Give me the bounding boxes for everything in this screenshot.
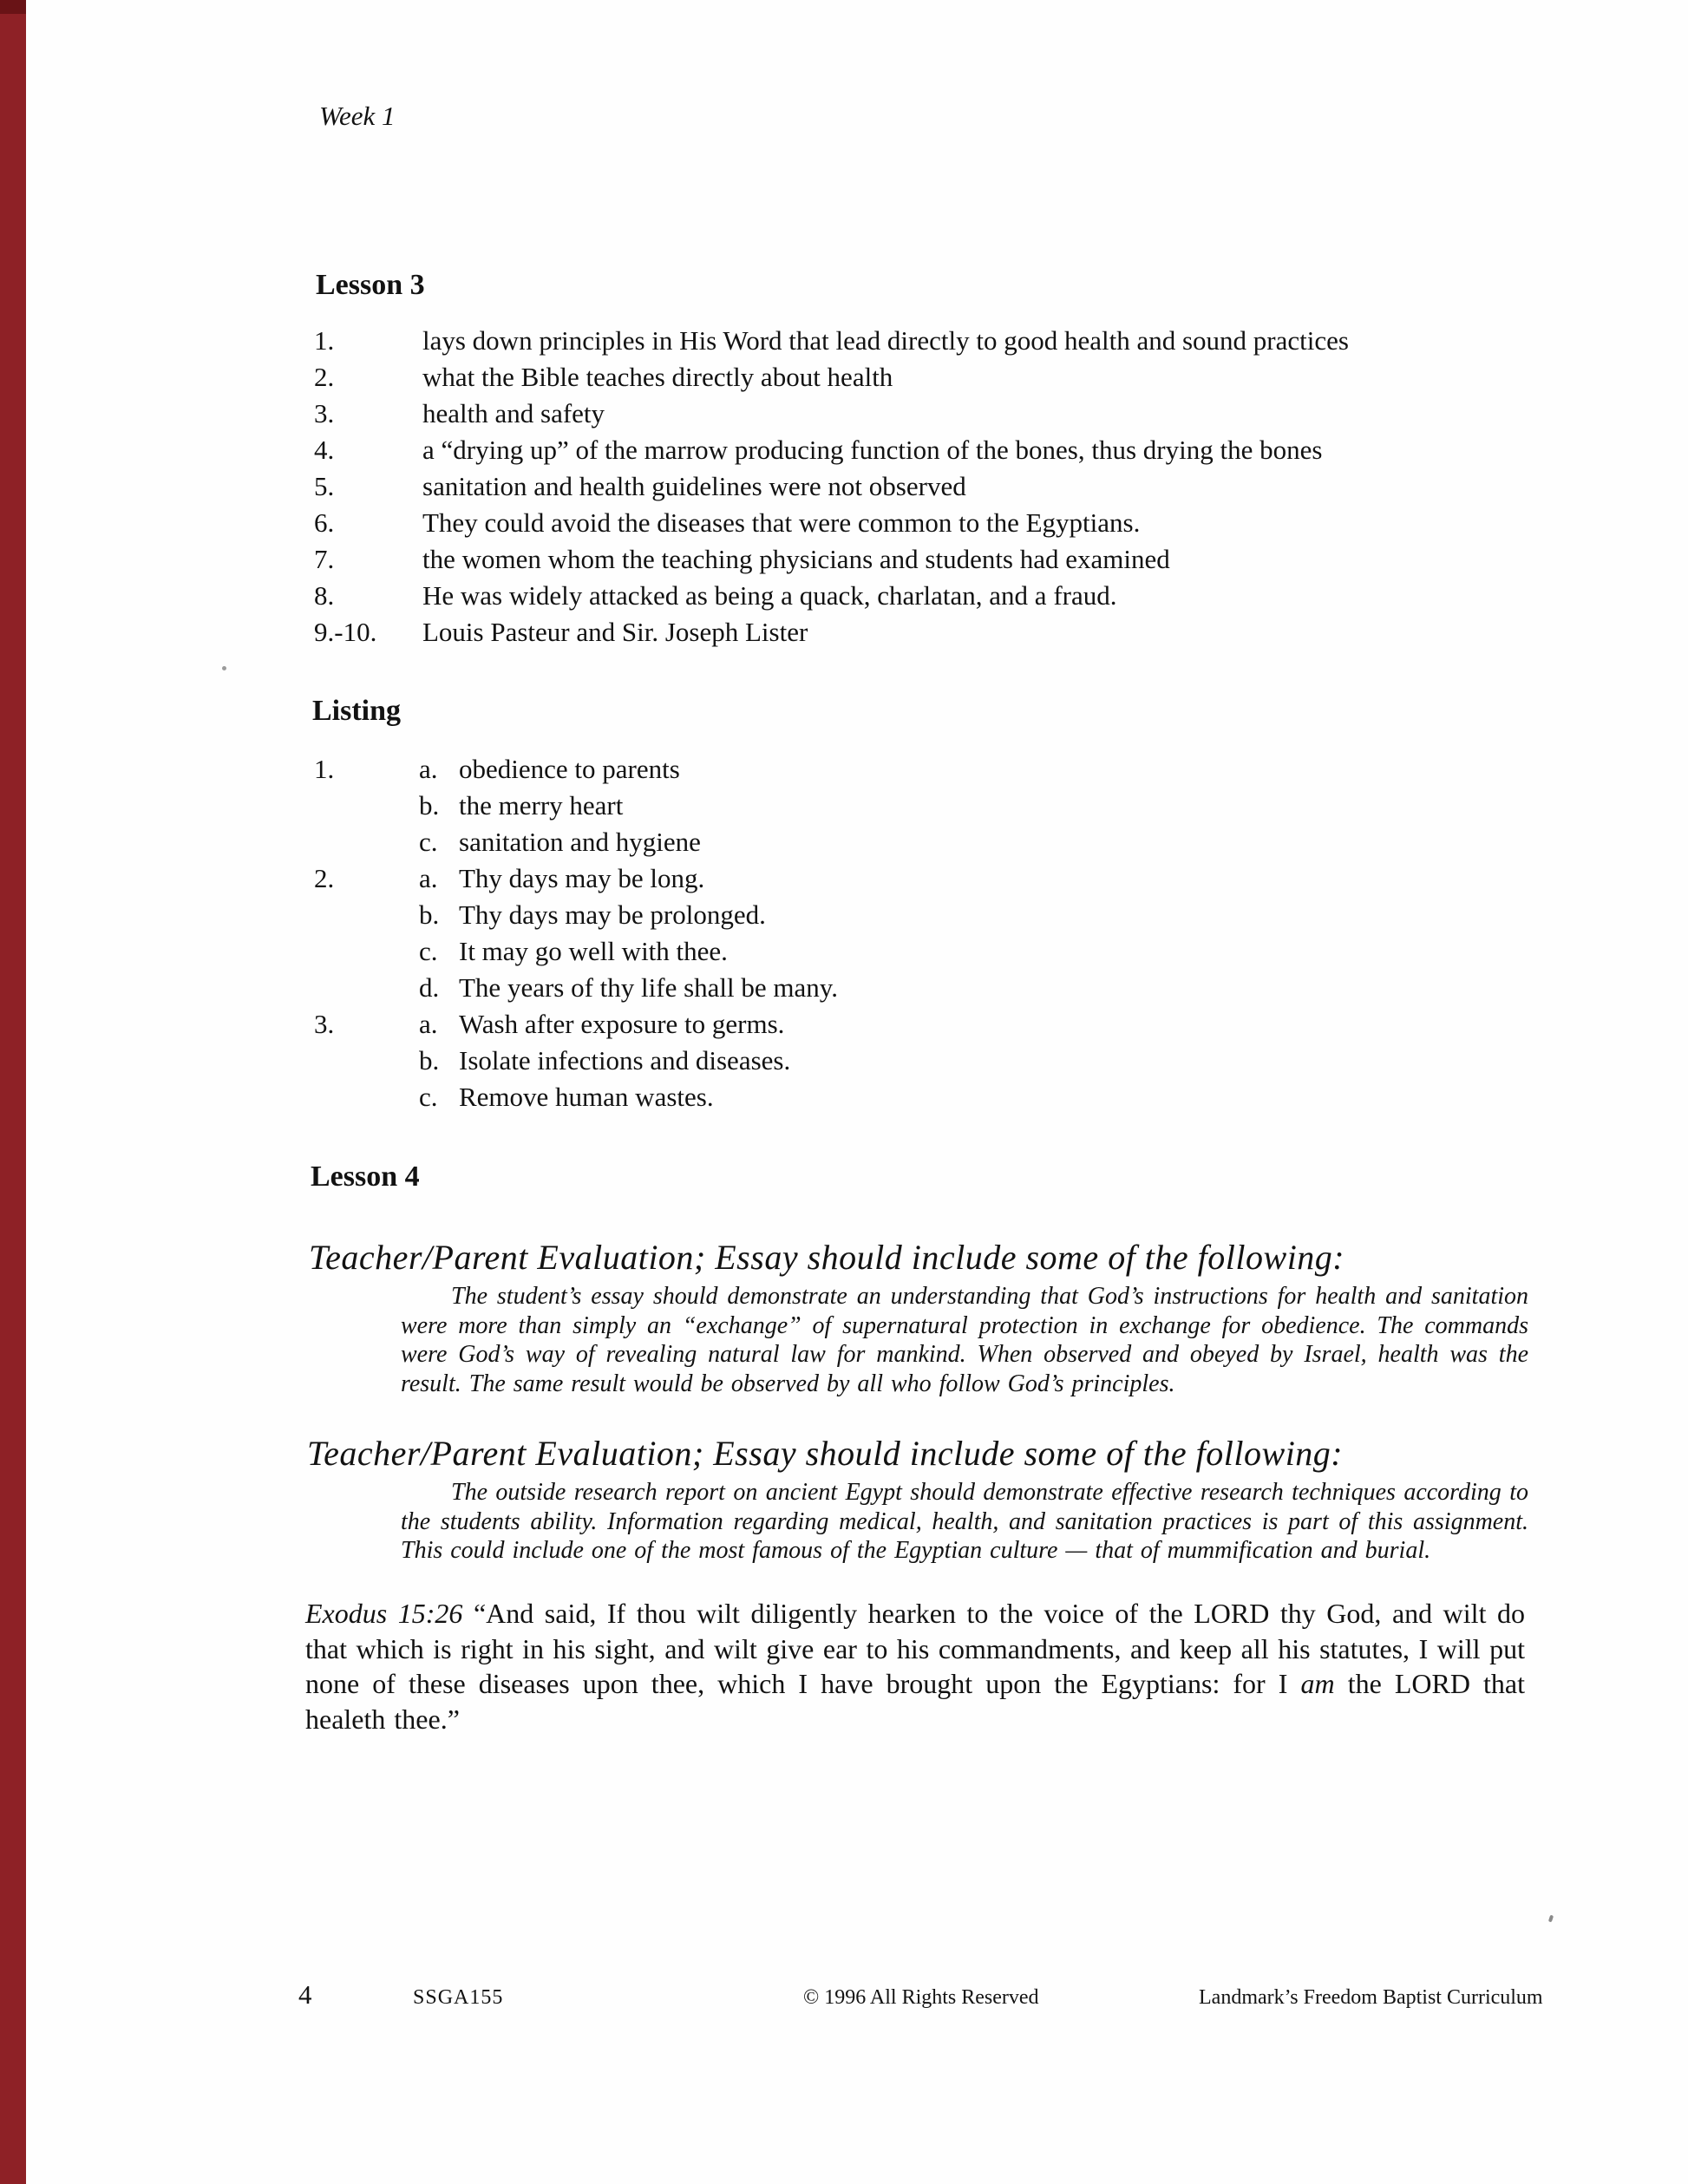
listing-option-letter: b.	[419, 1045, 440, 1076]
answer-number: 8.	[314, 580, 335, 611]
evaluation-2-body: The outside research report on ancient Egypt should demonstrate effective research techniques according to the students ability. Information regarding medical, health, and sanitation practices is part of this assignment. This could include one of the most famous of the Egyptian culture — that of mummification and burial.	[401, 1479, 1528, 1564]
answer-number: 2.	[314, 362, 335, 392]
answer-text: the women whom the teaching physicians and students had examined	[422, 544, 1170, 574]
answer-row	[314, 396, 1572, 432]
listing-option-letter: a.	[419, 754, 438, 784]
listing-option-text: Remove human wastes.	[459, 1082, 714, 1112]
listing-option-text: The years of thy life shall be many.	[459, 972, 839, 1003]
listing-row	[314, 1079, 1572, 1115]
listing-option-text: sanitation and hygiene	[459, 827, 701, 857]
scan-artifact-dot	[222, 666, 226, 670]
week-label: Week 1	[319, 101, 396, 131]
listing-row	[314, 1006, 1572, 1043]
listing-option-letter: a.	[419, 863, 438, 893]
answer-number: 7.	[314, 544, 335, 574]
listing-option-text: the merry heart	[459, 790, 624, 821]
evaluation-1-heading: Teacher/Parent Evaluation; Essay should include some of the following:	[309, 1238, 1345, 1277]
listing-row	[314, 824, 1572, 860]
footer-copyright: © 1996 All Rights Reserved	[803, 1986, 1039, 2009]
listing-option-letter: c.	[419, 827, 438, 857]
answer-text: He was widely attacked as being a quack, charlatan, and a fraud.	[422, 580, 1117, 611]
listing-item-number: 3.	[314, 1009, 335, 1039]
answer-row	[314, 359, 1572, 396]
listing-row	[314, 970, 1572, 1006]
listing-option-text: Thy days may be prolonged.	[459, 899, 766, 930]
answer-row	[314, 578, 1572, 614]
listing-items	[314, 751, 1572, 1115]
listing-item-number	[314, 1079, 419, 1115]
answer-text: health and safety	[422, 398, 605, 428]
listing-item-number	[314, 824, 419, 860]
answer-number: 9.-10.	[314, 617, 377, 647]
evaluation-1-body: The student’s essay should demonstrate an understanding that God’s instructions for health and sanitation were more than simply an “exchange” of supernatural protection in exchange for obedience. The commands were God’s way of revealing natural law for mankind. When observed and obeyed by Israel, health was the result. The same result would be observed by all who follow God’s principles.	[401, 1283, 1528, 1397]
listing-option-text: obedience to parents	[459, 754, 680, 784]
lesson4-heading: Lesson 4	[311, 1161, 420, 1193]
answer-text: lays down principles in His Word that lead directly to good health and sound practices	[422, 325, 1349, 356]
listing-row	[314, 933, 1572, 970]
answer-row	[314, 432, 1572, 468]
lesson3-heading: Lesson 3	[316, 269, 425, 301]
answer-number: 6.	[314, 507, 335, 538]
footer-publisher: Landmark’s Freedom Baptist Curriculum	[1199, 1986, 1543, 2009]
listing-row	[314, 751, 1572, 788]
listing-option-letter: c.	[419, 936, 438, 966]
answer-row	[314, 541, 1572, 578]
answer-number: 5.	[314, 471, 335, 501]
answer-text: Louis Pasteur and Sir. Joseph Lister	[422, 617, 808, 647]
listing-row	[314, 788, 1572, 824]
evaluation-2-heading: Teacher/Parent Evaluation; Essay should include some of the following:	[307, 1434, 1344, 1473]
scripture-quote	[305, 1596, 1525, 1736]
scan-artifact-mark	[1548, 1915, 1554, 1923]
listing-option-letter: c.	[419, 1082, 438, 1112]
footer-product-code: SSGA155	[413, 1986, 504, 2009]
answer-number: 1.	[314, 325, 335, 356]
answer-row	[314, 468, 1572, 505]
page-binding-strip	[0, 0, 26, 2184]
scripture-reference: Exodus 15:26	[305, 1598, 463, 1629]
answer-text: They could avoid the diseases that were common to the Egyptians.	[422, 507, 1141, 538]
listing-item-number	[314, 933, 419, 970]
listing-row	[314, 860, 1572, 897]
listing-row	[314, 1043, 1572, 1079]
answer-row	[314, 614, 1572, 651]
lesson3-answers	[314, 323, 1572, 651]
page-binding-strip-top	[0, 0, 26, 14]
listing-option-text: Thy days may be long.	[459, 863, 705, 893]
answer-row	[314, 505, 1572, 541]
footer-page-number: 4	[298, 1979, 312, 2010]
listing-heading: Listing	[312, 695, 402, 727]
listing-option-text: It may go well with thee.	[459, 936, 728, 966]
listing-option-text: Wash after exposure to germs.	[459, 1009, 785, 1039]
answer-number: 4.	[314, 435, 335, 465]
listing-item-number: 1.	[314, 754, 335, 784]
listing-option-text: Isolate infections and diseases.	[459, 1045, 791, 1076]
listing-item-number	[314, 897, 419, 933]
listing-option-letter: b.	[419, 790, 440, 821]
scripture-emphasis: am	[1300, 1668, 1335, 1699]
listing-row	[314, 897, 1572, 933]
listing-option-letter: a.	[419, 1009, 438, 1039]
listing-option-letter: b.	[419, 899, 440, 930]
listing-item-number	[314, 788, 419, 824]
listing-option-letter: d.	[419, 972, 440, 1003]
answer-text: what the Bible teaches directly about health	[422, 362, 893, 392]
listing-item-number: 2.	[314, 863, 335, 893]
answer-text: sanitation and health guidelines were not observed	[422, 471, 966, 501]
answer-row	[314, 323, 1572, 359]
scripture-text-2: the LORD that healeth thee.”	[305, 1668, 1526, 1735]
listing-item-number	[314, 970, 419, 1006]
answer-number: 3.	[314, 398, 335, 428]
answer-text: a “drying up” of the marrow producing function of the bones, thus drying the bones	[422, 435, 1323, 465]
listing-item-number	[314, 1043, 419, 1079]
scripture-text-1: “And said, If thou wilt diligently hearken to the voice of the LORD thy God, and wilt do that which is right in his sight, and wilt give ear to his commandments, and keep all his statutes, I will put none of these diseases upon thee, which I have brought upon the Egyptians: for I	[305, 1598, 1526, 1699]
